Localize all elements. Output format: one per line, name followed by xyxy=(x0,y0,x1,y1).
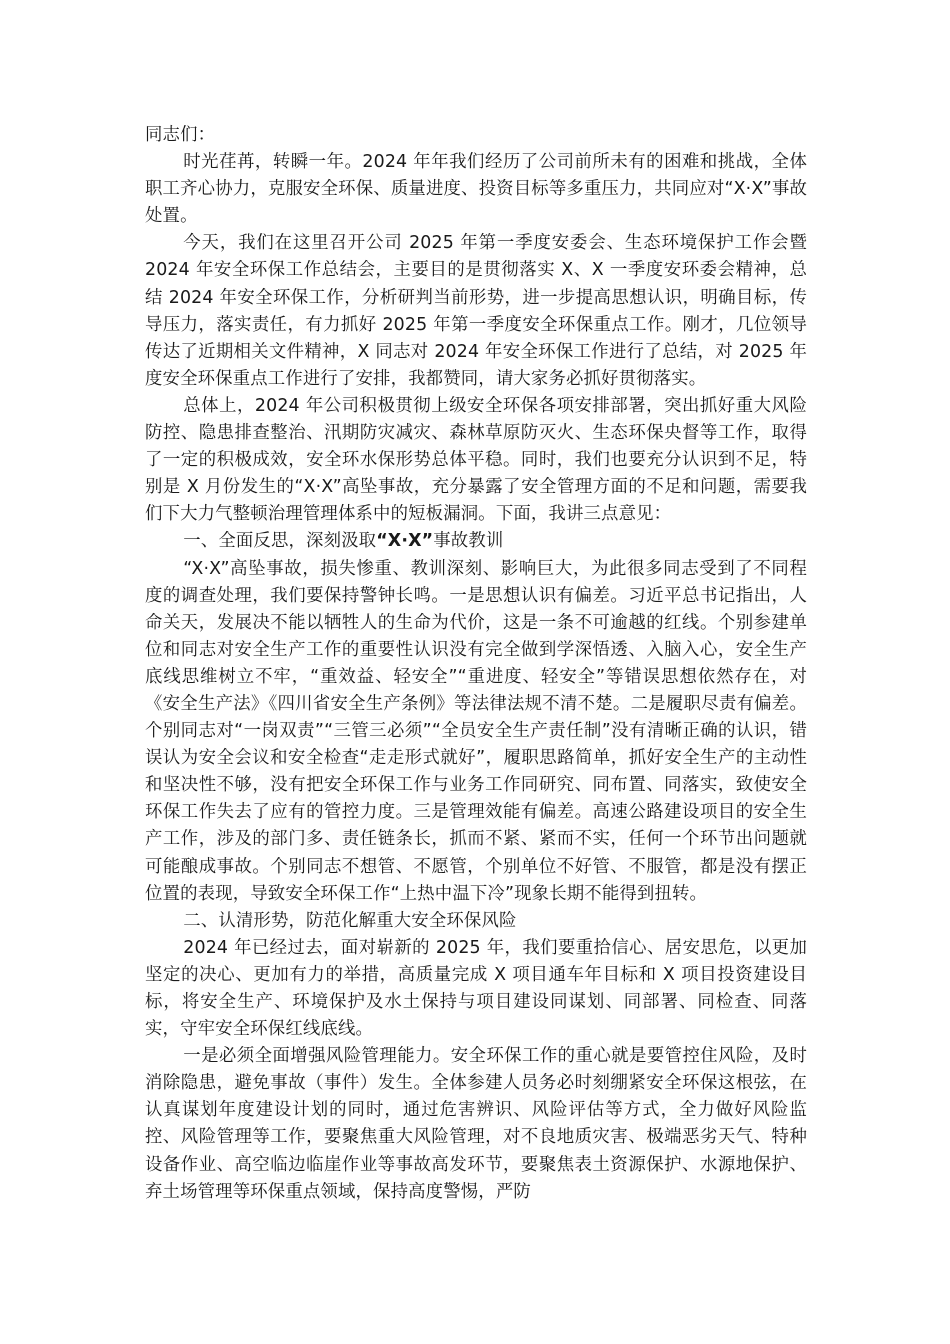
document-body xyxy=(145,122,807,1206)
paragraph-accident-lessons: “X·X”高坠事故，损失惨重、教训深刻、影响巨大，为此很多同志受到了不同程度的调查处理，我们要保持警钟长鸣。一是思想认识有偏差。习近平总书记指出，人命关天，发展决不能以牺牲人的生命为代价，这是一条不可逾越的红线。个别参建单位和同志对安全生产工作的重要性认识没有完全做到学深悟透、入脑入心，安全生产底线思维树立不牢，“重效益、轻安全”“重进度、轻安全”等错误思想依然存在，对《安全生产法》《四川省安全生产条例》等法律法规不清不楚。二是履职尽责有偏差。个别同志对“一岗双责”“三管三必须”“全员安全生产责任制”没有清晰正确的认识，错误认为安全会议和安全检查“走走形式就好”，履职思路简单，抓好安全生产的主动性和坚决性不够，没有把安全环保工作与业务工作同研究、同布置、同落实，致使安全环保工作失去了应有的管控力度。三是管理效能有偏差。高速公路建设项目的安全生产工作，涉及的部门多、责任链条长，抓而不紧、紧而不实，任何一个环节出问题就可能酿成事故。个别同志不想管、不愿管，个别单位不好管、不服管，都是没有摆正位置的表现，导致安全环保工作“上热中温下冷”现象长期不能得到扭转。 xyxy=(145,558,807,904)
section-heading-1-prefix: 一、全面反思，深刻汲取 xyxy=(183,531,377,552)
section-heading-1-suffix: 事故教训 xyxy=(433,531,504,552)
paragraph-meeting-purpose: 今天，我们在这里召开公司 2025 年第一季度安委会、生态环境保护工作会暨 2024 年安全环保工作总结会，主要目的是贯彻落实 X、X 一季度安环委会精神，总结 2024 年安全环保工作，分析研判当前形势，进一步提高思想认识，明确目标，传导压力，落实责任，有力抓好 2025 年第一季度安全环保重点工作。刚才，几位领导传达了近期相关文件精神，X 同志对 2024 年安全环保工作进行了总结，对 2025 年度安全环保重点工作进行了安排，我都赞同，请大家务必抓好贯彻落实。 xyxy=(145,233,807,389)
paragraph-opening: 时光荏苒，转瞬一年。2024 年年我们经历了公司前所未有的困难和挑战，全体职工齐心协力，克服安全环保、质量进度、投资目标等多重压力，共同应对“X·X”事故处置。 xyxy=(145,152,807,227)
section-heading-1 xyxy=(145,528,807,555)
salutation: 同志们： xyxy=(145,125,216,145)
section-heading-2: 二、认清形势，防范化解重大安全环保风险 xyxy=(183,910,517,931)
section-heading-1-bold: “X·X” xyxy=(376,531,434,552)
paragraph-2025-goals: 2024 年已经过去，面对崭新的 2025 年，我们要重拾信心、居安思危，以更加坚定的决心、更加有力的举措，高质量完成 X 项目通车年目标和 X 项目投资建设目标，将安全生产、环境保护及水土保持与项目建设同谋划、同部署、同检查、同落实，守牢安全环保红线底线。 xyxy=(145,937,807,1040)
paragraph-overview: 总体上，2024 年公司积极贯彻上级安全环保各项安排部署，突出抓好重大风险防控、隐患排查整治、汛期防灾减灾、森林草原防灭火、生态环保央督等工作，取得了一定的积极成效，安全环水保形势总体平稳。同时，我们也要充分认识到不足，特别是 X 月份发生的“X·X”高坠事故，充分暴露了安全管理方面的不足和问题，需要我们下大力气整顿治理管理体系中的短板漏洞。下面，我讲三点意见： xyxy=(145,395,807,525)
paragraph-risk-management: 一是必须全面增强风险管理能力。安全环保工作的重心就是要管控住风险，及时消除隐患，避免事故（事件）发生。全体参建人员务必时刻绷紧安全环保这根弦，在认真谋划年度建设计划的同时，通过危害辨识、风险评估等方式，全力做好风险监控、风险管理等工作，要聚焦重大风险管理，对不良地质灾害、极端恶劣天气、特种设备作业、高空临边临崖作业等事故高发环节，要聚焦表土资源保护、水源地保护、弃土场管理等环保重点领域，保持高度警惕，严防 xyxy=(145,1046,807,1202)
